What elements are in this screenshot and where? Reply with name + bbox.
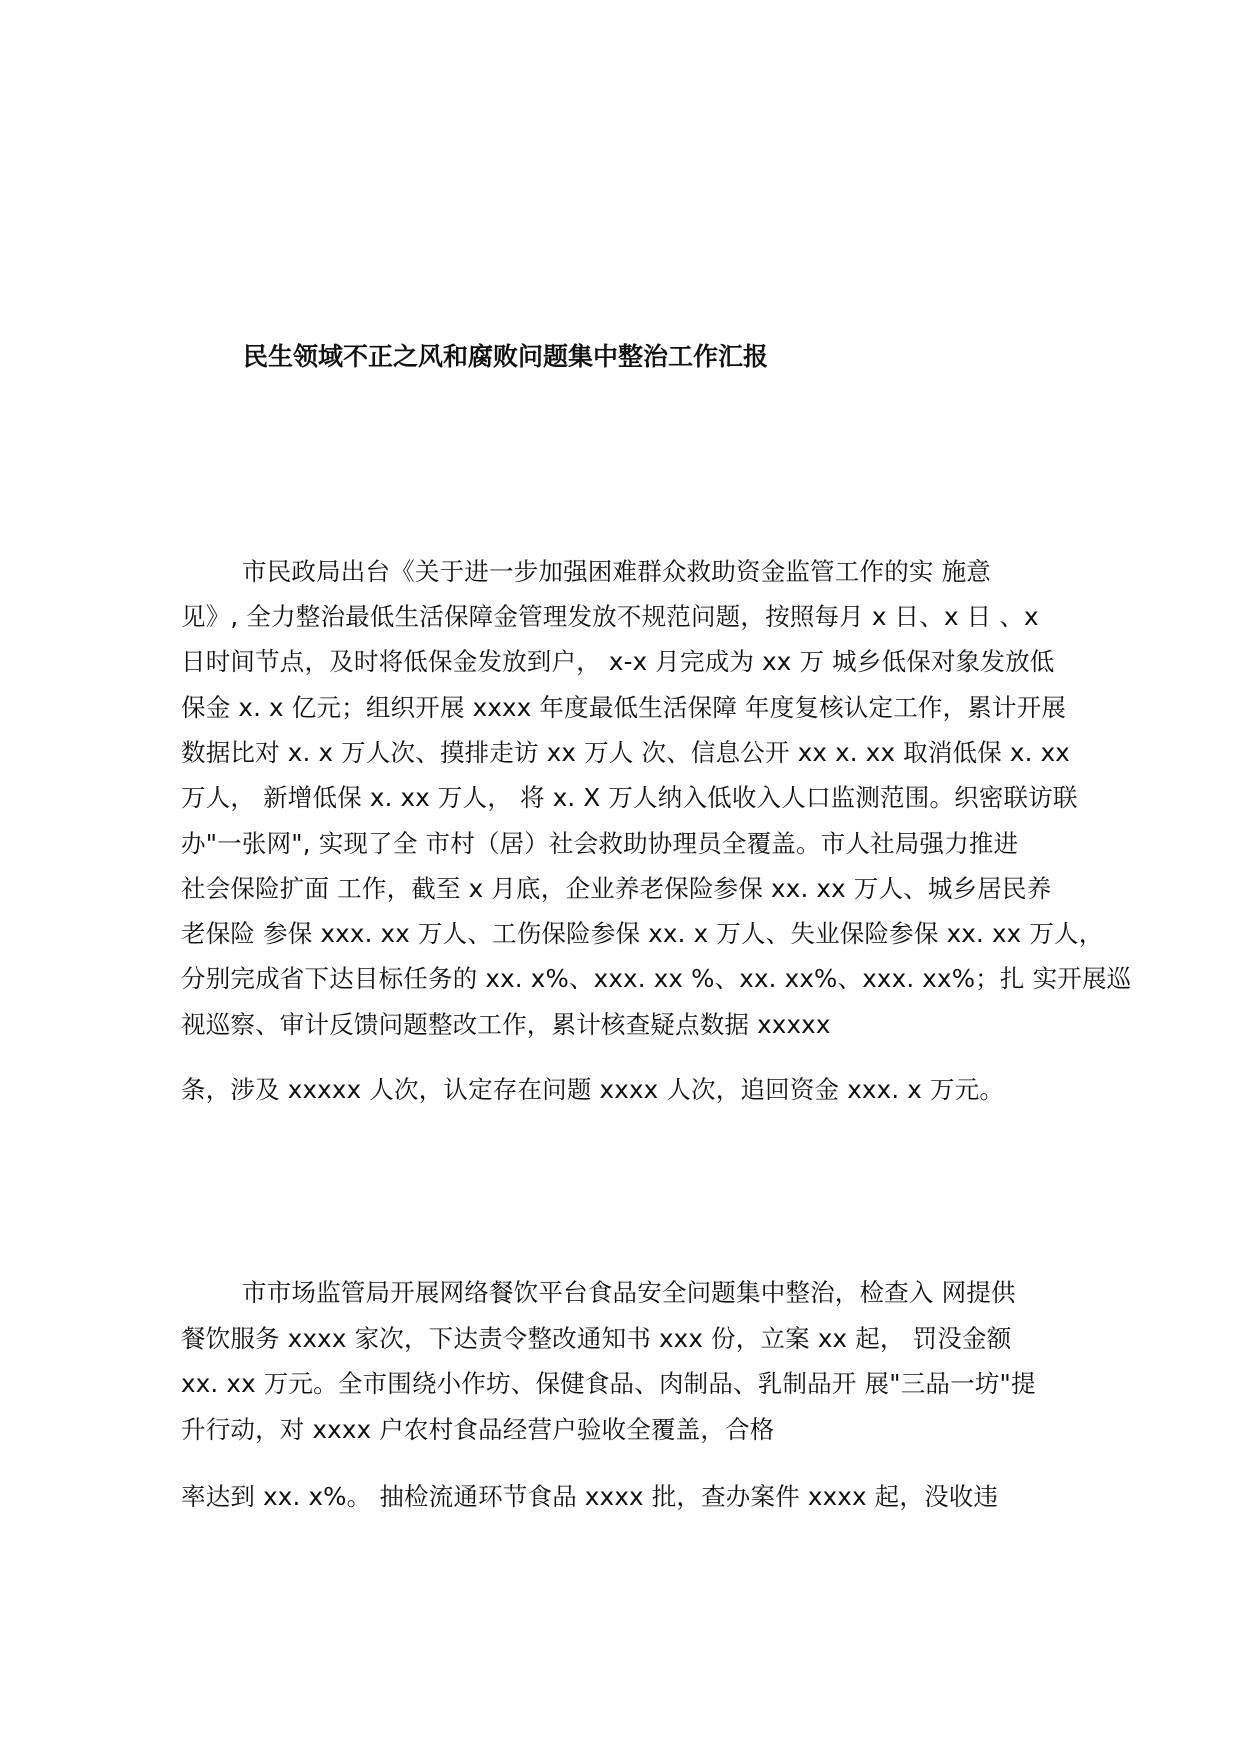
paragraph-1-line-1: 市民政局出台《关于进一步加强困难群众救助资金监管工作的实 施意 [242, 557, 991, 586]
paragraph-1-line-10: 分别完成省下达目标任务的 xx. x%、xxx. xx %、xx. xx%、xxx. xx%；扎 实开展巡 [181, 964, 1132, 993]
paragraph-2-line-3: xx. xx 万元。全市围绕小作坊、保健食品、肉制品、乳制品开 展"三品一坊"提 [181, 1369, 1036, 1398]
paragraph-1-line-8: 社会保险扩面 工作，截至 x 月底，企业养老保险参保 xx. xx 万人、城乡居民养 [181, 874, 1052, 903]
paragraph-1-line-3: 日时间节点，及时将低保金发放到户， x-x 月完成为 xx 万 城乡低保对象发放低 [181, 647, 1055, 676]
paragraph-2-tail: 率达到 xx. x%。 抽检流通环节食品 xxxx 批，查办案件 xxxx 起，没收违 [181, 1482, 999, 1511]
paragraph-2-line-1: 市市场监管局开展网络餐饮平台食品安全问题集中整治，检查入 网提供 [242, 1278, 1016, 1307]
paragraph-2-line-2: 餐饮服务 xxxx 家次，下达责令整改通知书 xxx 份，立案 xx 起， 罚没金额 [181, 1324, 1012, 1353]
paragraph-1-line-7: 办"一张网", 实现了全 市村（居）社会救助协理员全覆盖。市人社局强力推进 [181, 829, 1019, 858]
paragraph-1-line-9: 老保险 参保 xxx. xx 万人、工伤保险参保 xx. x 万人、失业保险参保 xx. xx 万人， [181, 919, 1104, 948]
paragraph-1-line-11: 视巡察、审计反馈问题整改工作，累计核查疑点数据 xxxxx [181, 1010, 831, 1039]
paragraph-2-line-4: 升行动，对 xxxx 户农村食品经营户验收全覆盖，合格 [181, 1415, 775, 1444]
document-title: 民生领域不正之风和腐败问题集中整治工作汇报 [243, 342, 769, 371]
paragraph-1-tail: 条，涉及 xxxxx 人次，认定存在问题 xxxx 人次，追回资金 xxx. x 万元。 [181, 1075, 1005, 1104]
paragraph-1-line-2: 见》, 全力整治最低生活保障金管理发放不规范问题，按照每月 x 日、x 日 、x [181, 602, 1039, 631]
paragraph-1-line-5: 数据比对 x. x 万人次、摸排走访 xx 万人 次、信息公开 xx x. xx 取消低保 x. xx [181, 738, 1071, 767]
paragraph-1-line-4: 保金 x. x 亿元；组织开展 xxxx 年度最低生活保障 年度复核认定工作，累计开展 [181, 693, 1067, 722]
paragraph-1-line-6: 万人， 新增低保 x. xx 万人， 将 x. X 万人纳入低收入人口监测范围。织密联访联 [181, 783, 1078, 812]
